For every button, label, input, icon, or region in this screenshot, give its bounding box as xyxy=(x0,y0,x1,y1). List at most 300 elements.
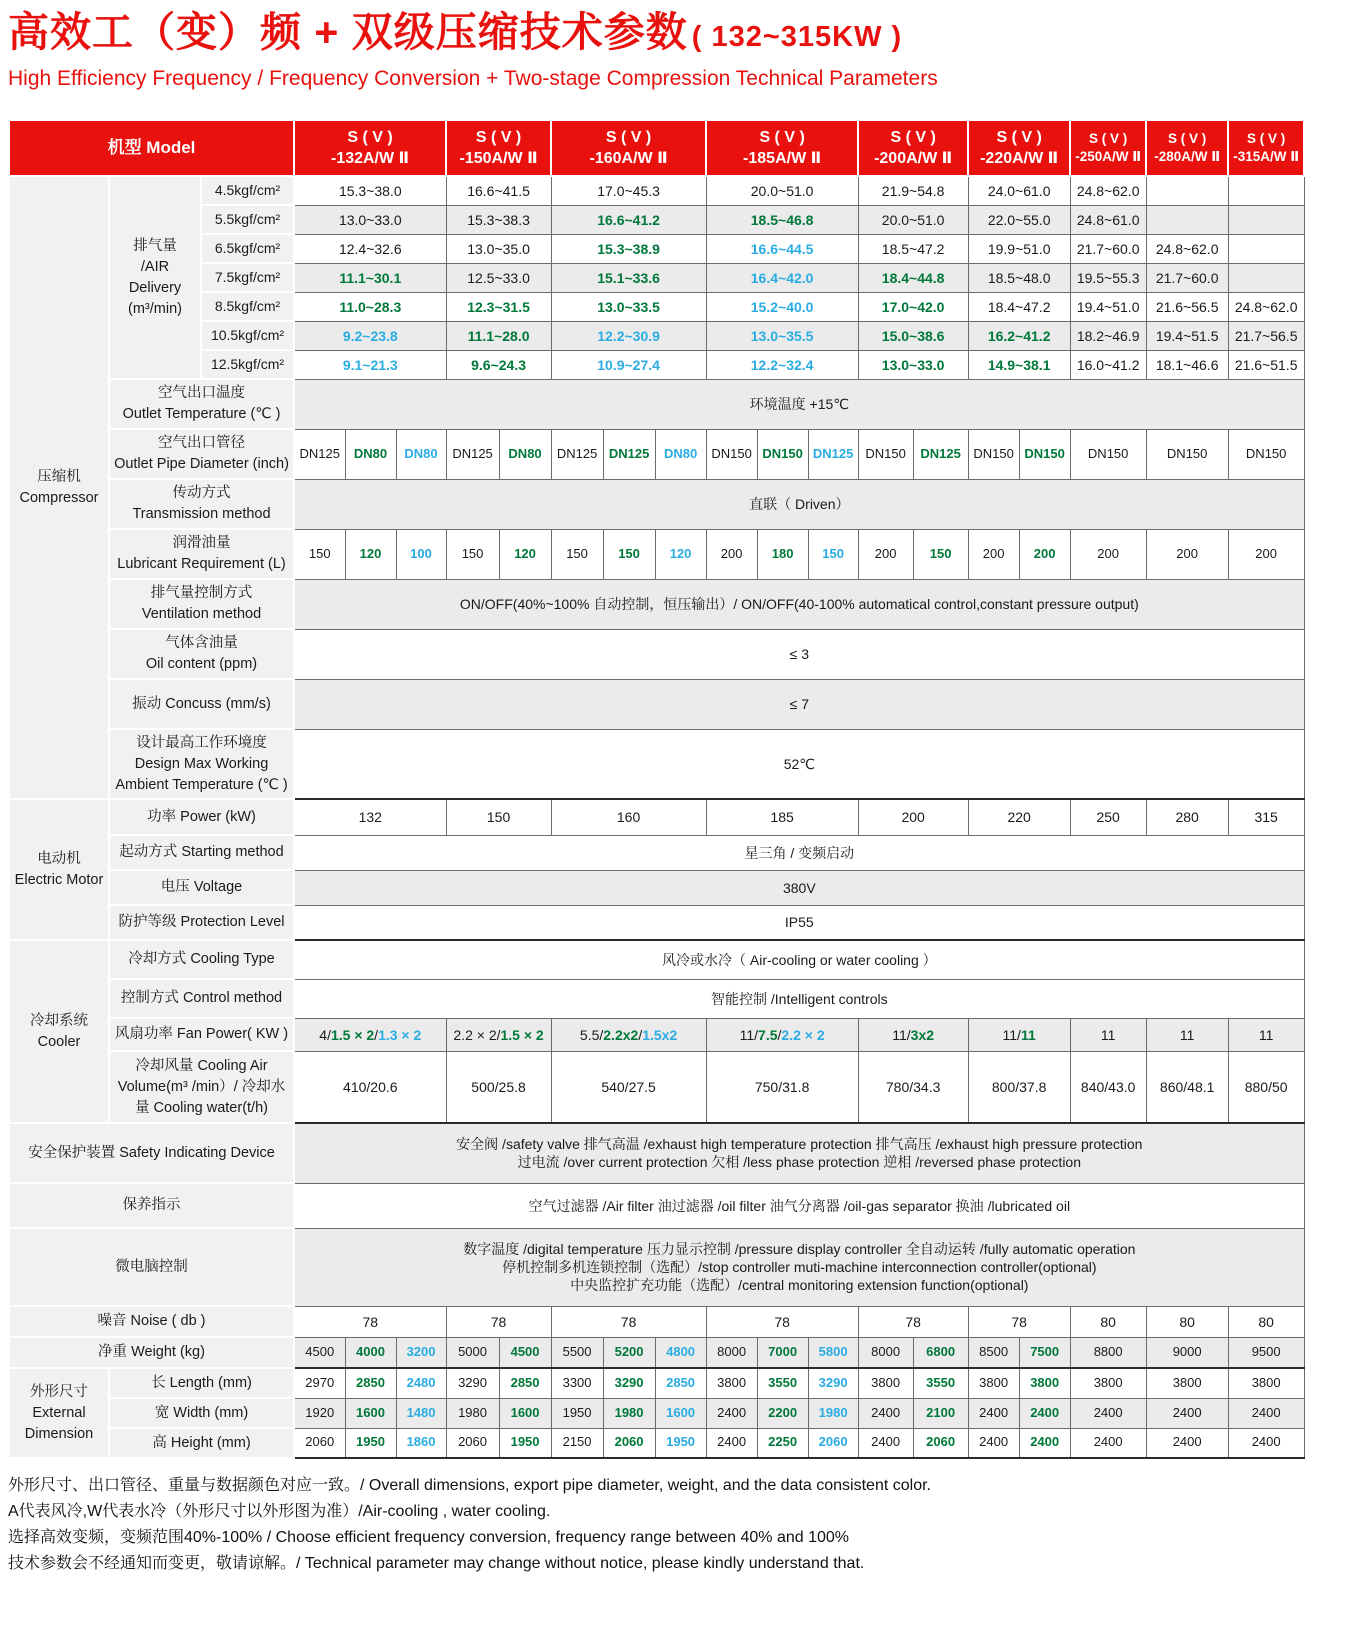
value-text: 120 xyxy=(514,545,536,561)
value-cell xyxy=(1070,234,1146,263)
value-text: 100 xyxy=(410,545,432,561)
value-cell xyxy=(551,321,706,350)
value-cell xyxy=(1146,350,1228,379)
table-row xyxy=(9,1183,1304,1228)
value-cell xyxy=(968,529,1019,579)
spec-table-head xyxy=(9,120,1304,176)
value-cell xyxy=(294,429,345,479)
value-text: DN125 xyxy=(920,445,961,461)
value-cell xyxy=(968,321,1070,350)
value-cell xyxy=(1070,205,1146,234)
value-cell xyxy=(294,350,446,379)
value-text: / xyxy=(638,1026,643,1043)
value-cell xyxy=(913,1337,968,1368)
value-text: 3800 xyxy=(717,1374,747,1390)
value-cell xyxy=(396,1368,446,1398)
value-text: 200 xyxy=(1255,545,1277,561)
value-cell xyxy=(551,1051,706,1123)
value-text: 11 xyxy=(1100,1026,1116,1043)
value-text: 12.2~32.4 xyxy=(750,356,814,373)
value-cell xyxy=(706,799,858,835)
table-row xyxy=(9,321,1304,350)
value-cell xyxy=(396,1337,446,1368)
merged-value-cell: 智能控制 /Intelligent controls xyxy=(294,979,1304,1018)
value-text: 3800 xyxy=(979,1374,1009,1390)
value-text: 11 xyxy=(1020,1026,1036,1043)
value-cell xyxy=(913,429,968,479)
value-cell xyxy=(1228,263,1304,292)
value-text: 80 xyxy=(1258,1313,1274,1330)
value-cell xyxy=(551,1398,603,1428)
value-cell xyxy=(757,429,808,479)
value-cell xyxy=(858,205,968,234)
value-cell xyxy=(446,1368,499,1398)
model-header-7: S ( V ) -250A/W Ⅱ xyxy=(1070,120,1146,176)
merged-value-cell: 52℃ xyxy=(294,729,1304,799)
value-text: 5800 xyxy=(818,1343,848,1359)
value-text: 7.5 xyxy=(758,1026,778,1043)
value-cell xyxy=(345,1337,396,1368)
value-cell xyxy=(345,529,396,579)
value-cell xyxy=(706,1337,757,1368)
table-row xyxy=(9,1228,1304,1306)
value-text: 1.5 × 2 xyxy=(330,1026,375,1043)
value-cell xyxy=(1228,1398,1304,1428)
value-text: 1480 xyxy=(406,1404,436,1420)
value-cell xyxy=(913,1398,968,1428)
value-text: 24.8~62.0 xyxy=(1234,298,1298,315)
value-text: 9.1~21.3 xyxy=(342,356,398,373)
value-text: 19.4~51.5 xyxy=(1155,327,1219,344)
value-text: 2400 xyxy=(1172,1404,1202,1420)
value-cell xyxy=(1070,529,1146,579)
value-cell xyxy=(968,1428,1019,1458)
merged-value-cell: 环境温度 +15℃ xyxy=(294,379,1304,429)
value-cell xyxy=(1070,1368,1146,1398)
table-row xyxy=(9,679,1304,729)
value-text: 1920 xyxy=(305,1404,335,1420)
value-text: 5200 xyxy=(614,1343,644,1359)
value-text: 5.5/ xyxy=(579,1026,604,1043)
value-cell xyxy=(446,1428,499,1458)
table-row xyxy=(9,429,1304,479)
value-text: 150 xyxy=(822,545,844,561)
value-cell xyxy=(968,263,1070,292)
value-text: 2850 xyxy=(356,1374,385,1390)
value-cell xyxy=(1228,292,1304,321)
value-cell xyxy=(1070,1018,1146,1051)
value-text: 1860 xyxy=(406,1434,436,1450)
value-text: 2060 xyxy=(818,1434,848,1450)
value-text: 2400 xyxy=(1030,1434,1060,1450)
value-cell xyxy=(1146,205,1228,234)
group-label: 外形尺寸 External Dimension xyxy=(9,1368,109,1458)
value-text: 800/37.8 xyxy=(991,1078,1047,1095)
value-cell xyxy=(446,799,551,835)
model-header-6: S ( V ) -220A/W Ⅱ xyxy=(968,120,1070,176)
value-cell xyxy=(294,321,446,350)
value-cell xyxy=(1228,1428,1304,1458)
value-text: DN150 xyxy=(1024,445,1065,461)
row-label: 高 Height (mm) xyxy=(109,1428,294,1458)
row-label: 排气量控制方式 Ventilation method xyxy=(109,579,294,629)
table-row xyxy=(9,940,1304,979)
value-cell xyxy=(1146,176,1228,205)
value-text: 78 xyxy=(1011,1313,1027,1330)
value-text: 540/27.5 xyxy=(601,1078,656,1095)
value-text: 13.0~35.0 xyxy=(467,240,530,257)
value-text: 13.0~33.0 xyxy=(881,356,945,373)
footnote: 外形尺寸、出口管径、重量与数据颜色对应一致。/ Overall dimensions, export pipe diameter, weight, and the data consistent color. xyxy=(8,1477,931,1495)
value-text: 200 xyxy=(1176,545,1198,561)
value-text: 13.0~35.5 xyxy=(750,327,814,344)
value-text: 1600 xyxy=(510,1404,540,1420)
value-text: 132 xyxy=(358,809,382,826)
value-cell xyxy=(706,176,858,205)
merged-value-cell: ≤ 3 xyxy=(294,629,1304,679)
value-text: 500/25.8 xyxy=(471,1078,526,1095)
value-text: 2.2x2 xyxy=(603,1026,639,1043)
value-text: 7000 xyxy=(768,1343,798,1359)
value-text: / xyxy=(374,1026,379,1043)
value-cell xyxy=(551,234,706,263)
value-text: DN125 xyxy=(608,445,650,461)
merged-value-cell: 380V xyxy=(294,870,1304,905)
model-header-1: S ( V ) -132A/W Ⅱ xyxy=(294,120,446,176)
value-cell xyxy=(1070,799,1146,835)
value-text: 21.6~56.5 xyxy=(1155,298,1219,315)
value-cell xyxy=(551,1018,706,1051)
page-title-kw-range: ( 132~315KW ) xyxy=(691,21,903,53)
value-cell xyxy=(294,799,446,835)
value-cell xyxy=(655,1398,706,1428)
value-cell xyxy=(1228,1051,1304,1123)
value-text: 78 xyxy=(774,1313,790,1330)
value-cell xyxy=(858,234,968,263)
value-text: 78 xyxy=(905,1313,921,1330)
table-row xyxy=(9,379,1304,429)
value-cell xyxy=(603,1337,655,1368)
value-text: 750/31.8 xyxy=(754,1078,810,1095)
table-row xyxy=(9,1051,1304,1123)
pressure-sublabel: 8.5kgf/cm² xyxy=(201,292,294,321)
value-text: 780/34.3 xyxy=(885,1078,941,1095)
value-cell xyxy=(1070,1306,1146,1337)
value-text: 21.7~56.5 xyxy=(1234,327,1298,344)
value-cell xyxy=(551,1306,706,1337)
table-row xyxy=(9,729,1304,799)
value-text: DN80 xyxy=(663,445,698,461)
table-row xyxy=(9,1398,1304,1428)
value-cell xyxy=(446,529,499,579)
value-cell xyxy=(968,1398,1019,1428)
value-text: 18.4~47.2 xyxy=(987,298,1051,315)
value-text: 2970 xyxy=(305,1374,335,1390)
value-cell xyxy=(551,429,603,479)
value-text: 2400 xyxy=(717,1404,747,1420)
row-label: 起动方式 Starting method xyxy=(109,835,294,870)
value-cell xyxy=(551,263,706,292)
value-cell xyxy=(1228,1337,1304,1368)
value-text: 1980 xyxy=(614,1404,644,1420)
value-cell xyxy=(968,292,1070,321)
value-text: 15.1~33.6 xyxy=(597,269,660,286)
value-cell xyxy=(294,1398,345,1428)
value-cell xyxy=(446,263,551,292)
value-cell xyxy=(1019,1398,1070,1428)
merged-value-cell: 星三角 / 变频启动 xyxy=(294,835,1304,870)
table-row xyxy=(9,529,1304,579)
value-text: 120 xyxy=(359,545,382,561)
value-cell xyxy=(551,1368,603,1398)
footnote: A代表风冷,W代表水冷（外形尺寸以外形图为准）/Air-cooling , water cooling. xyxy=(8,1503,551,1520)
group-label: 冷却系统 Cooler xyxy=(9,940,109,1123)
value-cell xyxy=(706,292,858,321)
value-text: DN80 xyxy=(353,445,388,461)
value-text: 9500 xyxy=(1251,1343,1281,1359)
row-label: 功率 Power (kW) xyxy=(109,799,294,835)
value-text: DN150 xyxy=(1245,445,1287,461)
merged-value-cell: IP55 xyxy=(294,905,1304,940)
value-cell xyxy=(1228,1018,1304,1051)
value-cell xyxy=(294,529,345,579)
value-cell xyxy=(551,799,706,835)
value-cell xyxy=(968,205,1070,234)
value-text: 18.2~46.9 xyxy=(1076,327,1140,344)
value-text: 9.2~23.8 xyxy=(342,327,398,344)
value-text: 11 xyxy=(1258,1026,1274,1043)
row-label: 防护等级 Protection Level xyxy=(109,905,294,940)
spec-table xyxy=(8,119,1305,1459)
value-text: 2060 xyxy=(458,1434,487,1450)
value-cell xyxy=(603,1368,655,1398)
value-text: 3800 xyxy=(1251,1374,1281,1390)
value-cell xyxy=(808,1428,858,1458)
value-text: 21.7~60.0 xyxy=(1076,240,1140,257)
value-cell xyxy=(446,234,551,263)
value-text: DN150 xyxy=(973,445,1014,461)
value-text: 200 xyxy=(874,545,897,561)
table-row xyxy=(9,1018,1304,1051)
value-cell xyxy=(446,205,551,234)
row-label: 净重 Weight (kg) xyxy=(9,1337,294,1368)
table-row xyxy=(9,234,1304,263)
value-text: 19.9~51.0 xyxy=(987,240,1051,257)
value-cell xyxy=(808,1337,858,1368)
value-text: 12.2~30.9 xyxy=(597,327,660,344)
value-cell xyxy=(968,1051,1070,1123)
table-row xyxy=(9,979,1304,1018)
value-cell xyxy=(968,176,1070,205)
value-text: 17.0~42.0 xyxy=(881,298,945,315)
value-cell xyxy=(968,350,1070,379)
value-text: 200 xyxy=(982,545,1005,561)
value-text: 15.3~38.3 xyxy=(467,211,530,228)
value-cell xyxy=(1070,292,1146,321)
value-cell xyxy=(603,1398,655,1428)
value-text: 2400 xyxy=(1093,1404,1123,1420)
value-text: 9.6~24.3 xyxy=(471,356,526,373)
value-text: DN80 xyxy=(404,445,438,461)
value-cell xyxy=(655,1368,706,1398)
row-label: 控制方式 Control method xyxy=(109,979,294,1018)
merged-value-cell: 安全阀 /safety valve 排气高温 /exhaust high temperature protection 排气高压 /exhaust high pressure protection 过电流 /over current protection 欠相 /less phase protection 逆相 /reversed phase protection xyxy=(294,1123,1304,1183)
value-cell xyxy=(603,529,655,579)
model-header-9: S ( V ) -315A/W Ⅱ xyxy=(1228,120,1304,176)
value-cell xyxy=(551,529,603,579)
value-cell xyxy=(1146,234,1228,263)
value-cell xyxy=(706,1368,757,1398)
value-text: DN125 xyxy=(299,445,340,461)
table-row xyxy=(9,350,1304,379)
value-cell xyxy=(858,1398,913,1428)
value-cell xyxy=(968,1306,1070,1337)
value-cell xyxy=(1070,321,1146,350)
value-text: 24.8~62.0 xyxy=(1076,182,1140,199)
value-text: DN125 xyxy=(452,445,493,461)
value-cell xyxy=(968,1018,1070,1051)
value-cell xyxy=(808,429,858,479)
value-text: DN80 xyxy=(508,445,542,461)
value-cell xyxy=(446,1018,551,1051)
value-cell xyxy=(1019,1368,1070,1398)
value-text: 11/ xyxy=(1002,1026,1021,1043)
pressure-sublabel: 5.5kgf/cm² xyxy=(201,205,294,234)
value-cell xyxy=(294,1428,345,1458)
value-cell xyxy=(1019,1337,1070,1368)
value-text: 4/ xyxy=(319,1026,331,1043)
value-text: 2400 xyxy=(1093,1434,1123,1450)
value-text: 8000 xyxy=(871,1343,901,1359)
value-text: 11/ xyxy=(739,1026,759,1043)
value-cell xyxy=(655,529,706,579)
model-header-row xyxy=(9,120,1304,176)
value-cell xyxy=(446,176,551,205)
value-cell xyxy=(858,292,968,321)
value-text: 24.8~62.0 xyxy=(1155,240,1219,257)
value-text: 12.3~31.5 xyxy=(467,298,530,315)
value-cell xyxy=(913,1428,968,1458)
value-text: 18.5~46.8 xyxy=(750,211,814,228)
table-row xyxy=(9,263,1304,292)
model-header-3: S ( V ) -160A/W Ⅱ xyxy=(551,120,706,176)
table-row xyxy=(9,1428,1304,1458)
value-cell xyxy=(706,263,858,292)
value-cell xyxy=(294,176,446,205)
table-row xyxy=(9,629,1304,679)
value-text: 3290 xyxy=(818,1374,848,1390)
value-cell xyxy=(603,1428,655,1458)
value-text: 2400 xyxy=(717,1434,747,1450)
value-cell xyxy=(858,529,913,579)
table-row xyxy=(9,835,1304,870)
page-title xyxy=(8,10,1338,55)
value-text: 2060 xyxy=(305,1434,335,1450)
value-cell xyxy=(396,429,446,479)
value-text: 2400 xyxy=(1172,1434,1202,1450)
value-text: 1950 xyxy=(666,1434,696,1450)
value-cell xyxy=(551,1337,603,1368)
value-text: 1950 xyxy=(510,1434,540,1450)
value-text: 1980 xyxy=(458,1404,487,1420)
table-row xyxy=(9,479,1304,529)
value-cell xyxy=(1228,1306,1304,1337)
value-text: 3800 xyxy=(1093,1374,1123,1390)
value-cell xyxy=(858,1306,968,1337)
value-cell xyxy=(858,321,968,350)
value-cell xyxy=(1070,1398,1146,1428)
value-text: 22.0~55.0 xyxy=(987,211,1051,228)
value-cell xyxy=(858,1428,913,1458)
value-text: 4800 xyxy=(666,1343,696,1359)
pressure-sublabel: 4.5kgf/cm² xyxy=(201,176,294,205)
value-cell xyxy=(968,1337,1019,1368)
value-cell xyxy=(1228,234,1304,263)
value-text: 250 xyxy=(1096,809,1120,826)
value-text: 4000 xyxy=(356,1343,385,1359)
value-text: 19.5~55.3 xyxy=(1076,269,1140,286)
value-text: 16.0~41.2 xyxy=(1076,356,1140,373)
value-cell xyxy=(551,350,706,379)
value-cell xyxy=(706,321,858,350)
value-text: DN150 xyxy=(1087,445,1129,461)
value-text: 4500 xyxy=(510,1343,540,1359)
value-cell xyxy=(396,1428,446,1458)
value-text: 14.9~38.1 xyxy=(987,356,1051,373)
value-text: 2850 xyxy=(510,1374,540,1390)
value-text: 16.6~44.5 xyxy=(750,240,814,257)
model-header-4: S ( V ) -185A/W Ⅱ xyxy=(706,120,858,176)
value-text: DN125 xyxy=(556,445,598,461)
value-cell xyxy=(655,429,706,479)
pressure-sublabel: 6.5kgf/cm² xyxy=(201,234,294,263)
row-label: 风扇功率 Fan Power( KW ) xyxy=(109,1018,294,1051)
value-text: 21.7~60.0 xyxy=(1155,269,1219,286)
value-cell xyxy=(858,263,968,292)
value-text: 3800 xyxy=(871,1374,901,1390)
value-text: 3550 xyxy=(926,1374,956,1390)
value-cell xyxy=(1146,263,1228,292)
value-text: 315 xyxy=(1254,809,1278,826)
value-text: 280 xyxy=(1175,809,1199,826)
value-cell xyxy=(446,1051,551,1123)
value-text: 150 xyxy=(618,545,640,561)
value-cell xyxy=(1228,529,1304,579)
value-cell xyxy=(1228,205,1304,234)
table-row xyxy=(9,205,1304,234)
table-row xyxy=(9,292,1304,321)
value-text: 120 xyxy=(669,545,692,561)
value-cell xyxy=(551,1428,603,1458)
value-cell xyxy=(858,1018,968,1051)
value-text: 17.0~45.3 xyxy=(597,182,660,199)
value-cell xyxy=(294,1337,345,1368)
value-cell xyxy=(1228,321,1304,350)
row-label: 电压 Voltage xyxy=(109,870,294,905)
value-text: 150 xyxy=(461,545,484,561)
row-label: 振动 Concuss (mm/s) xyxy=(109,679,294,729)
value-text: 1950 xyxy=(356,1434,385,1450)
value-text: 12.5~33.0 xyxy=(467,269,530,286)
value-text: 5500 xyxy=(562,1343,592,1359)
value-text: 2150 xyxy=(562,1434,592,1450)
value-cell xyxy=(706,1306,858,1337)
value-text: 9000 xyxy=(1172,1343,1202,1359)
value-cell xyxy=(1070,350,1146,379)
model-header-5: S ( V ) -200A/W Ⅱ xyxy=(858,120,968,176)
row-label: 气体含油量 Oil content (ppm) xyxy=(109,629,294,679)
value-cell xyxy=(706,1018,858,1051)
